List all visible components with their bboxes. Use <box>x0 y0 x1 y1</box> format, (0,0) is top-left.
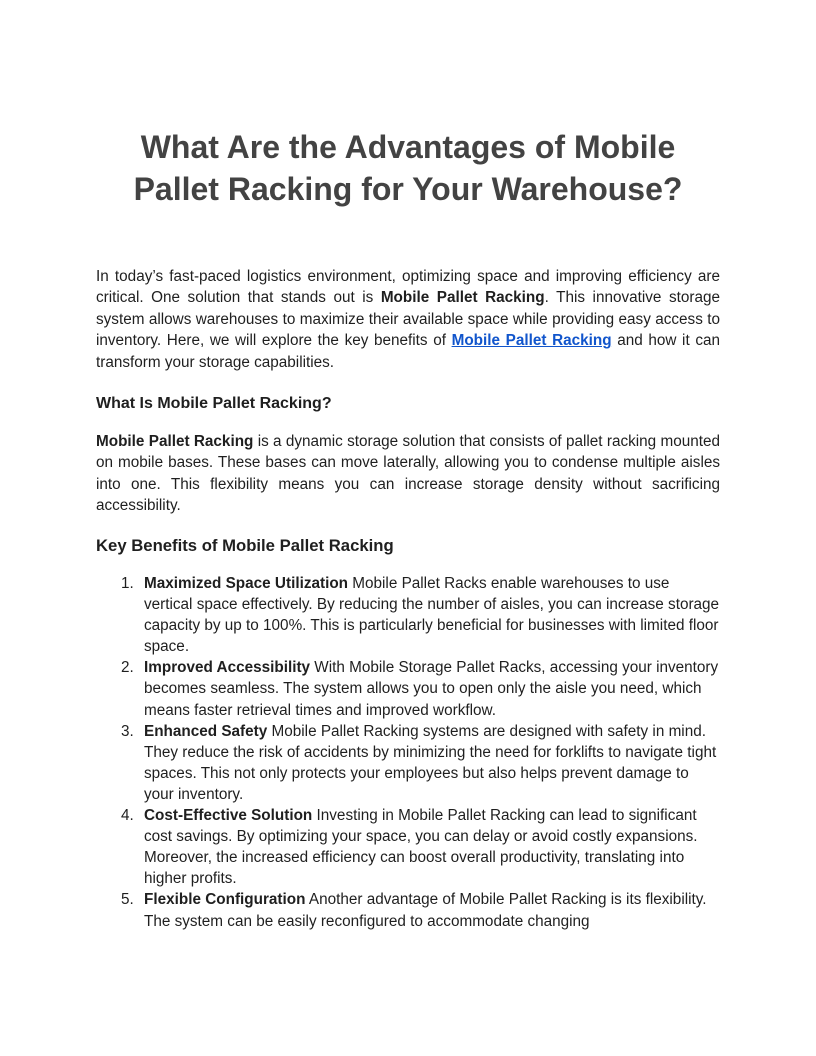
list-number: 3. <box>121 722 134 740</box>
list-item-title: Flexible Configuration <box>144 891 306 909</box>
list-item-title: Improved Accessibility <box>144 659 311 677</box>
intro-text-before: In today’s fast-paced logistics environment, optimizing space and improving efficiency are critical. One solution that stands out is <box>96 268 720 307</box>
list-item-title: Cost-Effective Solution <box>144 807 313 825</box>
intro-paragraph <box>96 266 720 373</box>
intro-text-after: and how it can transform your storage capabilities. <box>96 332 720 371</box>
list-number: 5. <box>121 891 134 909</box>
list-item-title: Enhanced Safety <box>144 722 268 740</box>
list-item <box>96 889 720 931</box>
mobile-pallet-racking-link[interactable]: Mobile Pallet Racking <box>451 332 612 350</box>
section-heading-what-is: What Is Mobile Pallet Racking? <box>96 395 332 412</box>
list-item <box>96 805 720 889</box>
list-item-text: Another advantage of Mobile Pallet Racking is its flexibility. The system can be easily reconfigured to accommodate changing <box>144 891 707 930</box>
list-item <box>96 721 720 805</box>
section-heading-key-benefits: Key Benefits of Mobile Pallet Racking <box>96 536 394 555</box>
benefits-list <box>96 573 720 932</box>
intro-text-middle: . This innovative storage system allows warehouses to maximize their available space while providing easy access to inventory. Here, we will explore the key benefits of <box>96 289 720 350</box>
list-item <box>96 573 720 657</box>
list-number: 2. <box>121 659 134 677</box>
definition-text: is a dynamic storage solution that consists of pallet racking mounted on mobile bases. These bases can move laterally, allowing you to condense multiple aisles into one. This flexibility means you can increase storage density without sacrificing accessibility. <box>96 433 721 515</box>
list-item <box>96 657 720 720</box>
list-item-title: Maximized Space Utilization <box>144 575 349 592</box>
definition-bold-term: Mobile Pallet Racking <box>96 433 254 450</box>
list-item-text: With Mobile Storage Pallet Racks, accessing your inventory becomes seamless. The system allows you to open only the aisle you need, which means faster retrieval times and improved workflow. <box>144 659 719 719</box>
intro-bold-term: Mobile Pallet Racking <box>380 289 545 307</box>
list-item-text: Mobile Pallet Racking systems are designed with safety in mind. They reduce the risk of accidents by minimizing the need for forklifts to navigate tight spaces. This not only protects your employees but also helps prevent damage to your inventory. <box>144 722 717 803</box>
list-item-text: Mobile Pallet Racks enable warehouses to use vertical space effectively. By reducing the number of aisles, you can increase storage capacity by up to 100%. This is particularly beneficial for businesses with limited floor space. <box>144 575 720 656</box>
list-number: 1. <box>121 575 134 592</box>
list-item-text: Investing in Mobile Pallet Racking can lead to significant cost savings. By optimizing your space, you can delay or avoid costly expansions. Moreover, the increased efficiency can boost overall productivity, translating into higher profits. <box>144 807 698 888</box>
definition-paragraph <box>96 431 720 517</box>
list-number: 4. <box>121 807 134 825</box>
page-title: What Are the Advantages of Mobile Pallet Racking for Your Warehouse? <box>133 129 683 207</box>
